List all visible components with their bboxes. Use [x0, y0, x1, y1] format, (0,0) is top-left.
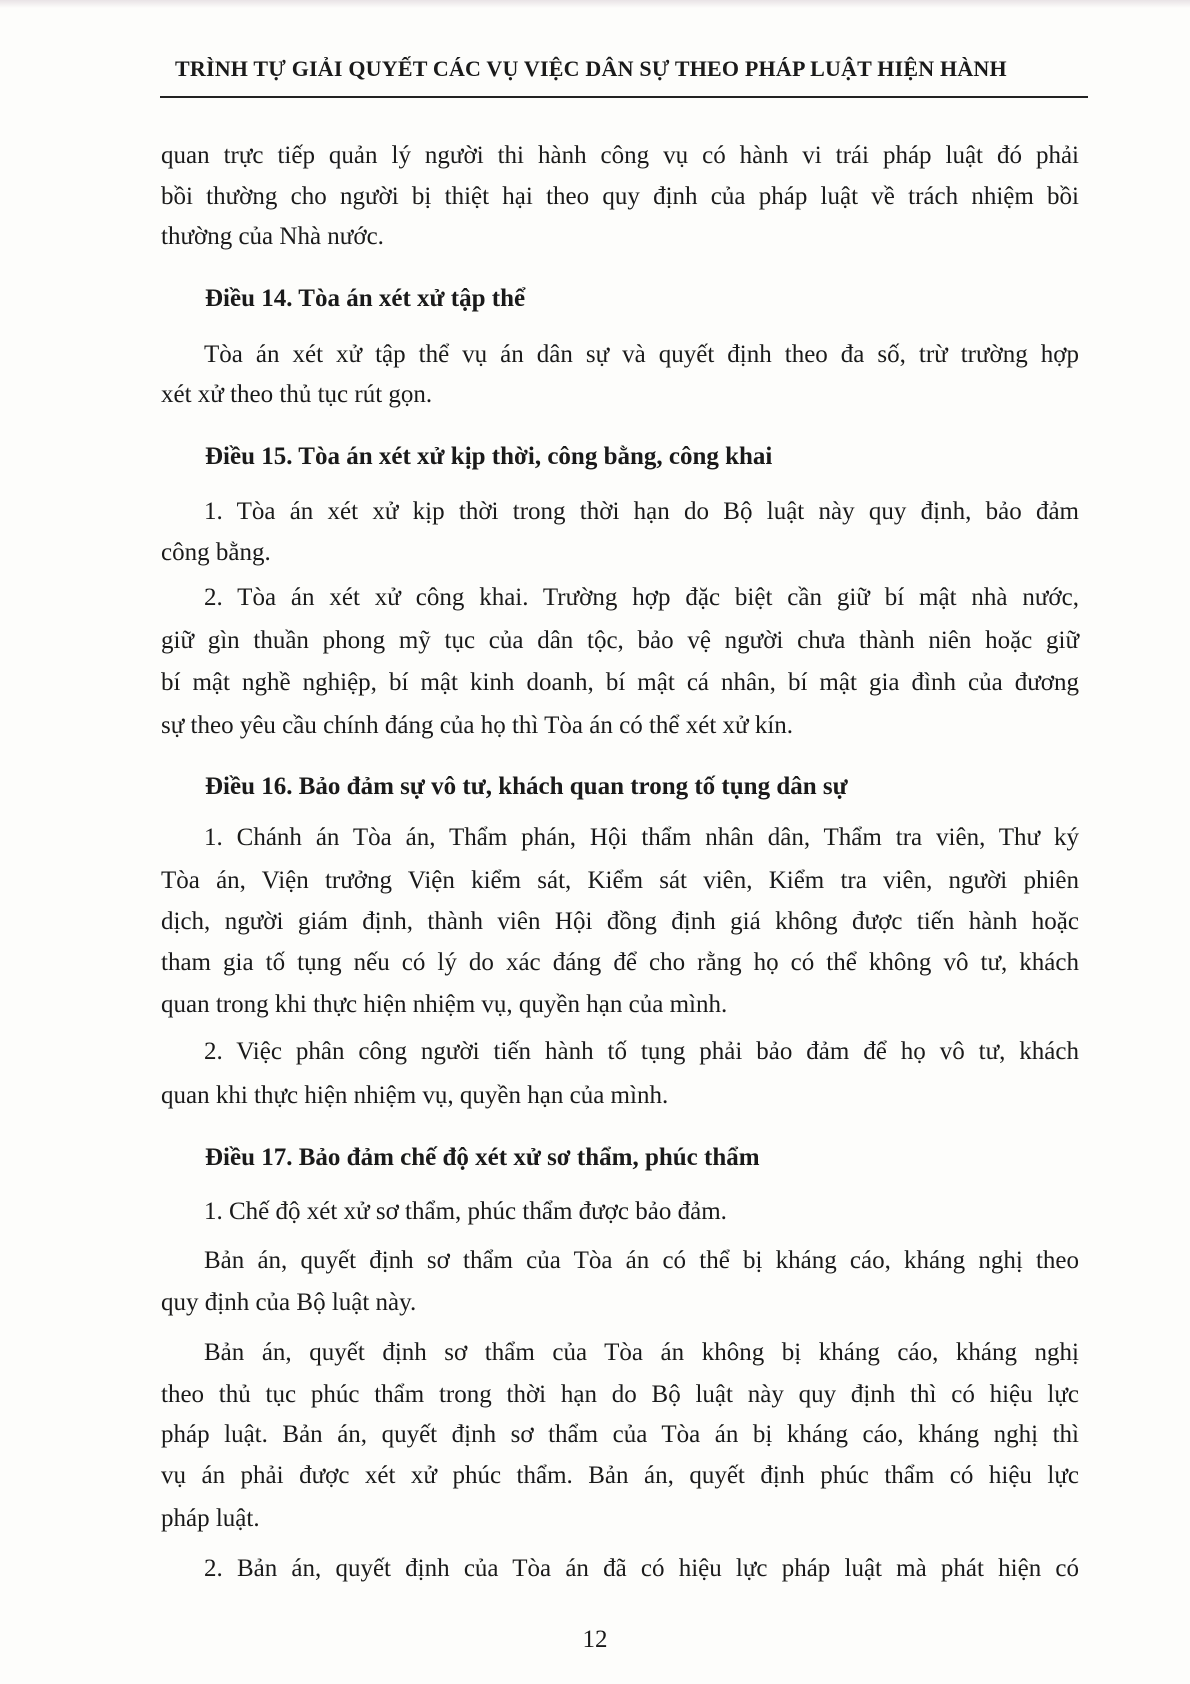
paragraph-line: sự theo yêu cầu chính đáng của họ thì Tòa án có thể xét xử kín. — [161, 712, 794, 739]
paragraph-line: quan trong khi thực hiện nhiệm vụ, quyền hạn của mình. — [161, 991, 728, 1018]
article-heading: Điều 15. Tòa án xét xử kịp thời, công bằng, công khai — [205, 443, 773, 470]
paragraph-line: bí mật nghề nghiệp, bí mật kinh doanh, bí mật cá nhân, bí mật gia đình của đương — [161, 669, 1079, 696]
paragraph-line: pháp luật. — [161, 1505, 260, 1532]
header-rule — [160, 96, 1088, 98]
paragraph-line: pháp luật. Bản án, quyết định sơ thẩm của Tòa án bị kháng cáo, kháng nghị thì — [161, 1421, 1079, 1448]
paragraph-line: vụ án phải được xét xử phúc thẩm. Bản án, quyết định phúc thẩm có hiệu lực — [161, 1462, 1079, 1489]
paragraph-line: giữ gìn thuần phong mỹ tục của dân tộc, bảo vệ người chưa thành niên hoặc giữ — [161, 627, 1079, 654]
paragraph-line: 2. Việc phân công người tiến hành tố tụng phải bảo đảm để họ vô tư, khách — [204, 1038, 1079, 1065]
paragraph-line: thường của Nhà nước. — [161, 223, 384, 250]
paragraph-line: Bản án, quyết định sơ thẩm của Tòa án không bị kháng cáo, kháng nghị — [204, 1339, 1079, 1366]
paragraph-line: Tòa án xét xử tập thể vụ án dân sự và quyết định theo đa số, trừ trường hợp — [204, 341, 1079, 368]
paragraph-line: xét xử theo thủ tục rút gọn. — [161, 381, 433, 408]
paragraph-line: quan trực tiếp quản lý người thi hành công vụ có hành vi trái pháp luật đó phải — [161, 142, 1079, 169]
article-heading: Điều 16. Bảo đảm sự vô tư, khách quan trong tố tụng dân sự — [205, 773, 848, 800]
paragraph-line: 1. Chế độ xét xử sơ thẩm, phúc thẩm được bảo đảm. — [204, 1198, 727, 1225]
paragraph-line: theo thủ tục phúc thẩm trong thời hạn do Bộ luật này quy định thì có hiệu lực — [161, 1381, 1079, 1408]
paragraph-line: quy định của Bộ luật này. — [161, 1289, 417, 1316]
paragraph-line: dịch, người giám định, thành viên Hội đồng định giá không được tiến hành hoặc — [161, 908, 1079, 935]
paragraph-line: công bằng. — [161, 539, 271, 566]
article-heading: Điều 14. Tòa án xét xử tập thể — [205, 285, 526, 312]
paragraph-line: quan khi thực hiện nhiệm vụ, quyền hạn của mình. — [161, 1082, 669, 1109]
paragraph-line: 1. Chánh án Tòa án, Thẩm phán, Hội thẩm nhân dân, Thẩm tra viên, Thư ký — [204, 824, 1079, 851]
paragraph-line: Bản án, quyết định sơ thẩm của Tòa án có thể bị kháng cáo, kháng nghị theo — [204, 1247, 1079, 1274]
paragraph-line: 2. Tòa án xét xử công khai. Trường hợp đặc biệt cần giữ bí mật nhà nước, — [204, 584, 1079, 611]
paragraph-line: tham gia tố tụng nếu có lý do xác đáng để cho rằng họ có thể không vô tư, khách — [161, 949, 1079, 976]
article-heading: Điều 17. Bảo đảm chế độ xét xử sơ thẩm, phúc thẩm — [205, 1144, 760, 1171]
paragraph-line: 2. Bản án, quyết định của Tòa án đã có hiệu lực pháp luật mà phát hiện có — [204, 1555, 1079, 1582]
page-number: 12 — [582, 1626, 608, 1653]
paragraph-line: 1. Tòa án xét xử kịp thời trong thời hạn do Bộ luật này quy định, bảo đảm — [204, 498, 1079, 525]
paragraph-line: Tòa án, Viện trưởng Viện kiểm sát, Kiểm sát viên, Kiểm tra viên, người phiên — [161, 867, 1079, 894]
paragraph-line: bồi thường cho người bị thiệt hại theo quy định của pháp luật về trách nhiệm bồi — [161, 183, 1079, 210]
running-header: TRÌNH TỰ GIẢI QUYẾT CÁC VỤ VIỆC DÂN SỰ THEO PHÁP LUẬT HIỆN HÀNH — [175, 56, 1007, 81]
scan-edge — [0, 0, 1190, 8]
